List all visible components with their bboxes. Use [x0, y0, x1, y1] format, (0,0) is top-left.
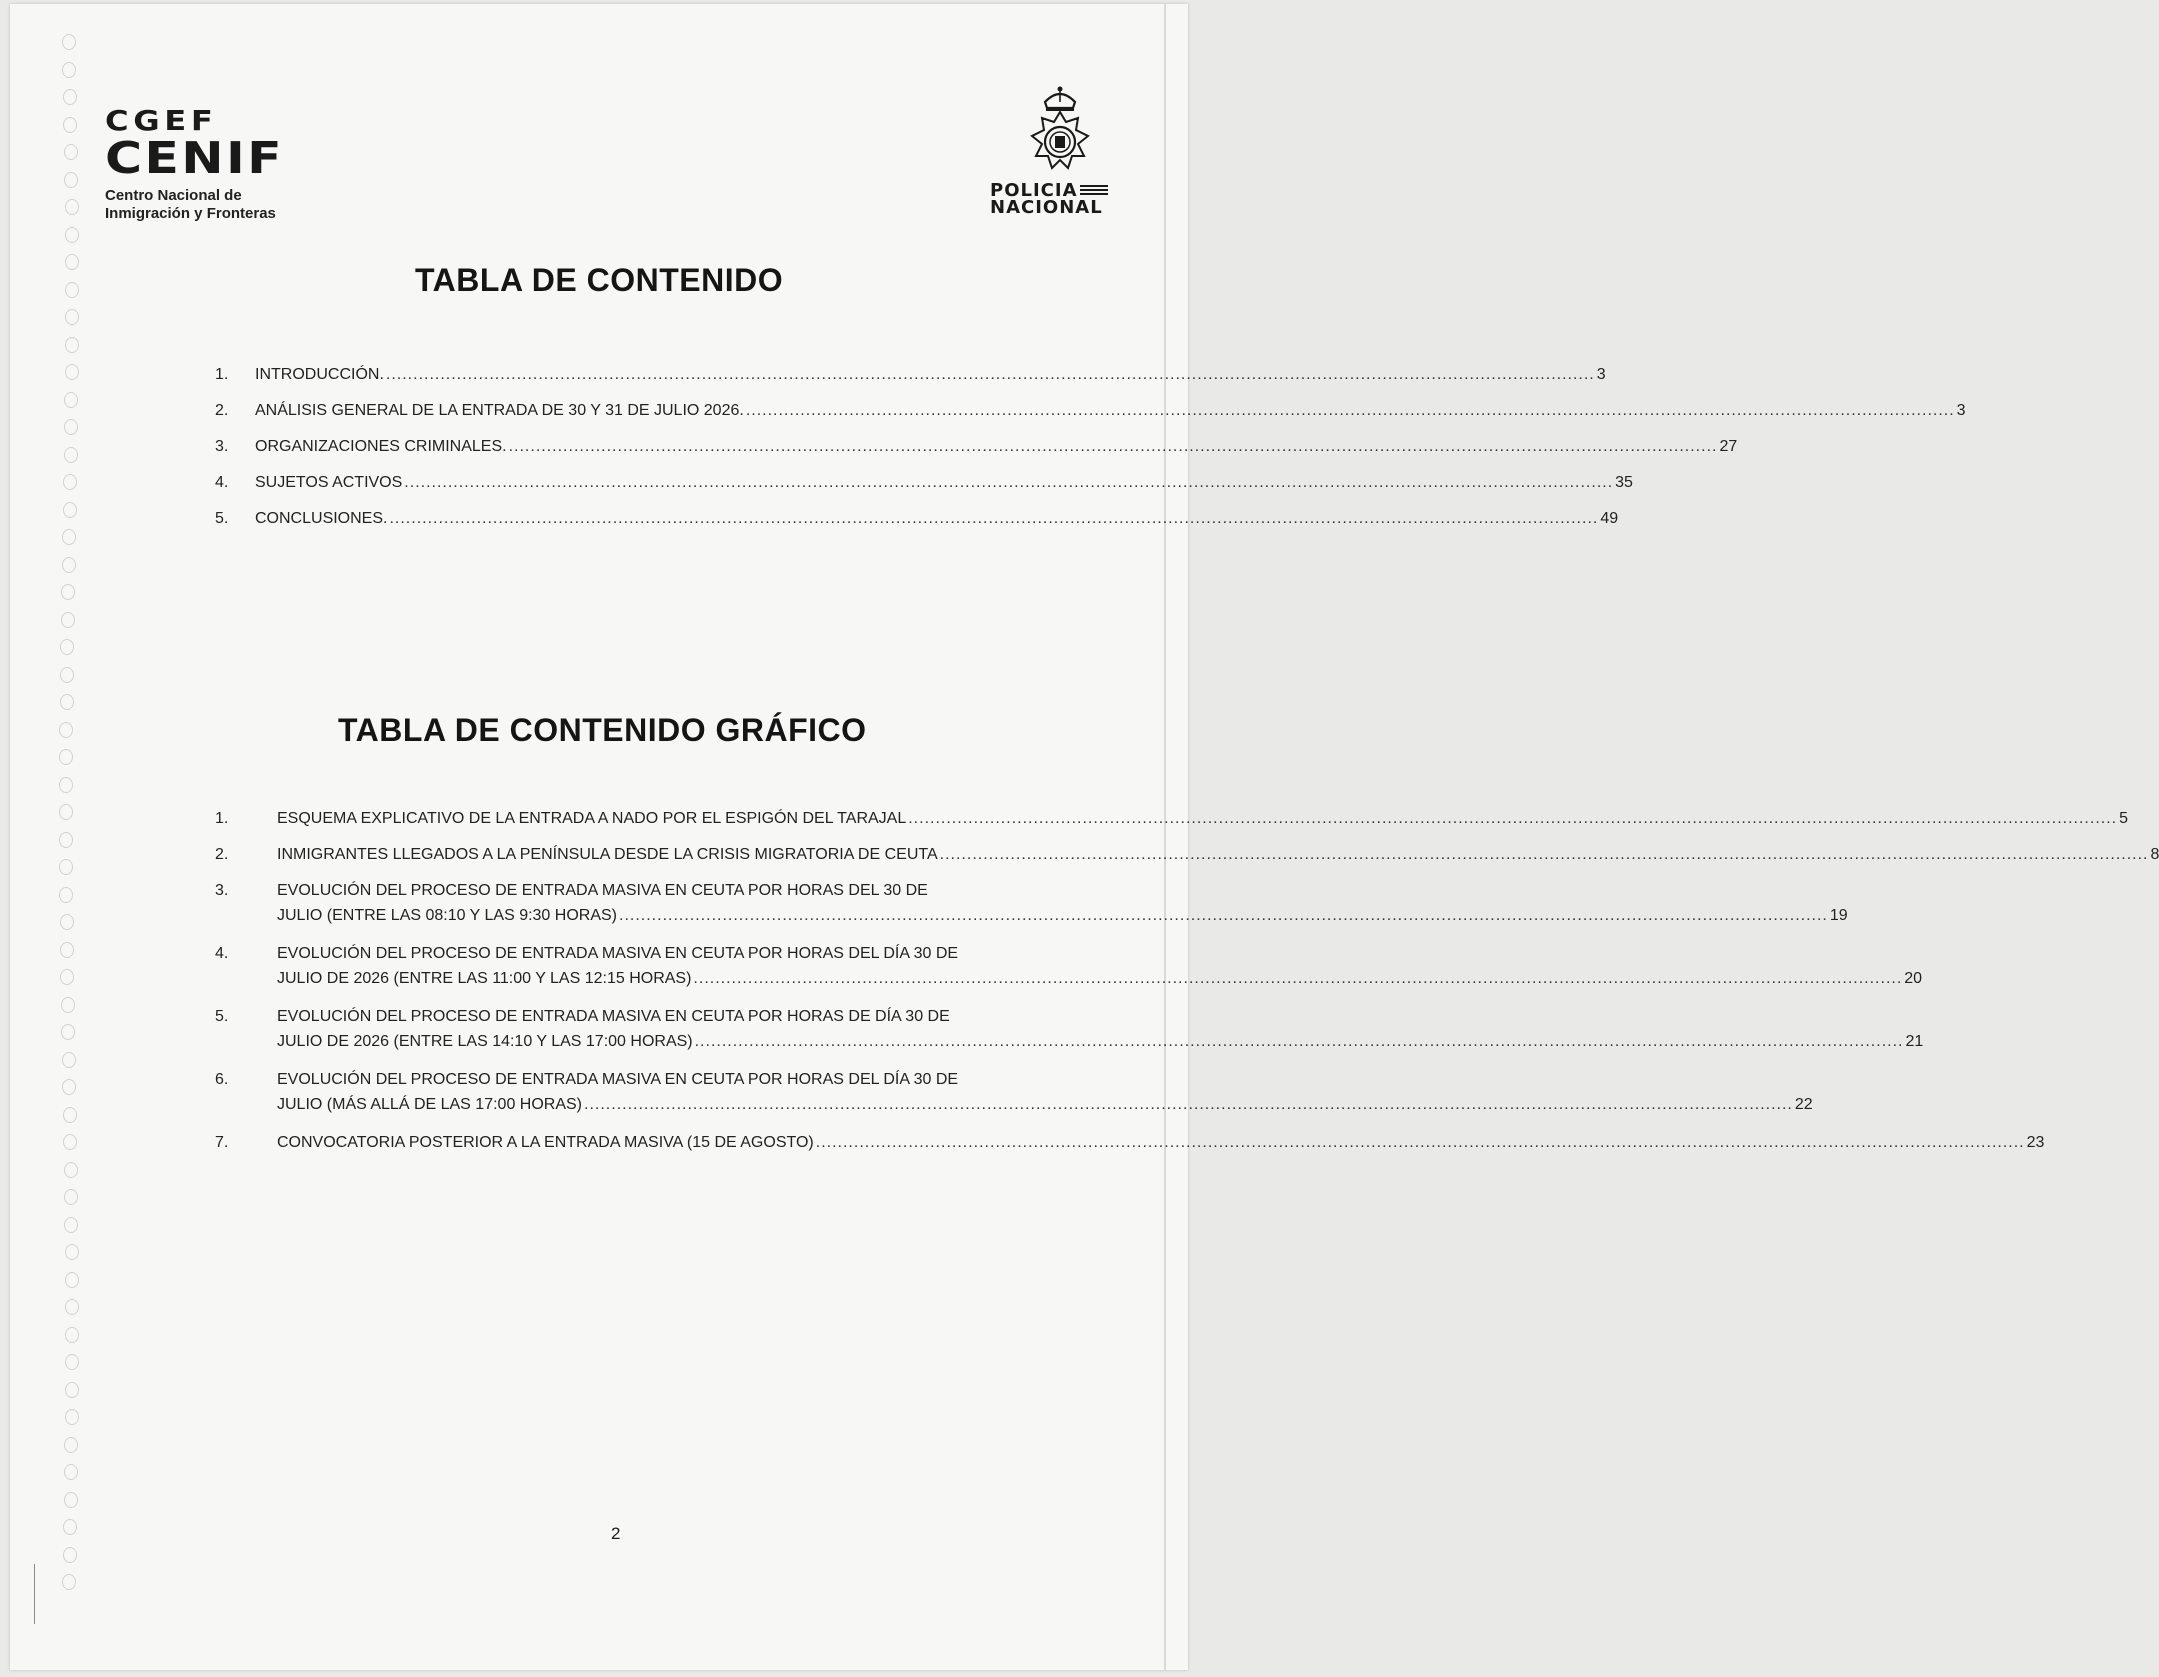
binder-hole	[64, 1189, 78, 1205]
graphic-toc-entry-page: 19	[1829, 907, 1848, 924]
graphic-toc-entry-text: EVOLUCIÓN DEL PROCESO DE ENTRADA MASIVA EN CEUTA POR HORAS DEL DÍA 30 DE	[277, 1071, 959, 1088]
toc-entry-number: 5.	[215, 510, 229, 527]
toc-entry-text: ORGANIZACIONES CRIMINALES.	[255, 438, 507, 455]
binder-hole	[64, 144, 78, 160]
dot-leader	[746, 402, 1955, 420]
toc-entry-number: 4.	[215, 474, 229, 491]
binder-hole	[64, 392, 78, 408]
graphic-toc-entry-text-cont: JULIO (ENTRE LAS 08:10 Y LAS 9:30 HORAS)	[277, 907, 617, 924]
binder-hole	[61, 997, 75, 1013]
graphic-toc-entry	[215, 1008, 1924, 1051]
binder-hole	[65, 1272, 79, 1288]
graphic-toc-list	[215, 810, 2159, 1170]
graphic-toc-entry-text: EVOLUCIÓN DEL PROCESO DE ENTRADA MASIVA EN CEUTA POR HORAS DEL 30 DE	[277, 882, 928, 899]
binder-hole	[59, 804, 73, 820]
graphic-toc-entry-line1	[277, 810, 2128, 828]
toc-entry-page: 3	[1596, 366, 1606, 383]
binder-hole	[65, 337, 79, 353]
toc-entry-number: 1.	[215, 366, 229, 383]
binder-hole	[62, 62, 76, 78]
binder-hole	[60, 667, 74, 683]
toc-entry-text: CONCLUSIONES.	[255, 510, 388, 527]
dot-leader	[940, 846, 2149, 864]
graphic-toc-entry-line1	[277, 1008, 1923, 1026]
binder-holes	[54, 34, 94, 1624]
binder-hole	[65, 1382, 79, 1398]
logo-cenif-text: CENIF	[105, 133, 284, 184]
page-number: 2	[611, 1524, 621, 1543]
binder-hole	[64, 1217, 78, 1233]
binder-hole	[63, 117, 77, 133]
graphic-toc-entry-line2	[277, 970, 1922, 988]
toc-entry-page: 3	[1956, 402, 1966, 419]
graphic-toc-entry-page: 21	[1905, 1033, 1924, 1050]
binder-hole	[65, 282, 79, 298]
logo-subtitle-line1: Centro Nacional de	[105, 187, 242, 204]
binder-hole	[64, 419, 78, 435]
binder-hole	[60, 942, 74, 958]
binder-hole	[62, 1574, 76, 1590]
graphic-toc-entry-text-cont: JULIO (MÁS ALLÁ DE LAS 17:00 HORAS)	[277, 1096, 583, 1113]
dot-leader	[584, 1096, 1793, 1114]
binder-hole	[61, 584, 75, 600]
binder-hole	[65, 227, 79, 243]
graphic-toc-entry	[215, 1134, 2045, 1152]
graphic-toc-entry-text: INMIGRANTES LLEGADOS A LA PENÍNSULA DESDE LA CRISIS MIGRATORIA DE CEUTA	[277, 846, 938, 863]
binder-hole	[60, 694, 74, 710]
graphic-toc-entry-line2	[277, 1096, 1813, 1114]
binder-hole	[60, 914, 74, 930]
binder-hole	[61, 1024, 75, 1040]
dot-leader	[693, 970, 1902, 988]
binder-hole	[65, 1299, 79, 1315]
logo-subtitle	[105, 187, 335, 223]
toc-entry-text: SUJETOS ACTIVOS	[255, 474, 403, 491]
toc-entry	[215, 402, 1966, 438]
toc-entry-line	[255, 402, 1966, 420]
toc-entry-line	[255, 474, 1633, 492]
graphic-toc-entry-number: 6.	[215, 1071, 229, 1088]
graphic-toc-entry-text: ESQUEMA EXPLICATIVO DE LA ENTRADA A NADO POR EL ESPIGÓN DEL TARAJAL	[277, 810, 907, 827]
graphic-toc-entry-number: 7.	[215, 1134, 229, 1151]
cenif-logo	[105, 104, 335, 223]
policia-nacional-logo	[990, 84, 1130, 216]
binder-hole	[64, 1437, 78, 1453]
graphic-toc-entry-number: 5.	[215, 1008, 229, 1025]
graphic-toc-entry-line2	[277, 907, 1848, 925]
graphic-toc-entry-page: 22	[1794, 1096, 1813, 1113]
toc-list	[215, 366, 1966, 546]
binder-hole	[62, 1079, 76, 1095]
dot-leader	[389, 510, 1598, 528]
policia-nacional-text	[990, 182, 1130, 216]
graphic-toc-entry-number: 2.	[215, 846, 229, 863]
graphic-toc-title: TABLA DE CONTENIDO GRÁFICO	[338, 712, 867, 748]
toc-entry-page: 49	[1600, 510, 1619, 527]
graphic-toc-entry	[215, 945, 1923, 988]
binder-hole	[59, 859, 73, 875]
dot-leader	[695, 1033, 1904, 1051]
binder-hole	[65, 1409, 79, 1425]
toc-entry-line	[255, 510, 1618, 528]
dot-leader	[816, 1134, 2025, 1152]
binding-line	[34, 1564, 35, 1624]
binder-hole	[59, 832, 73, 848]
binder-hole	[63, 89, 77, 105]
policia-text-line2: NACIONAL	[990, 197, 1103, 218]
binder-hole	[62, 1052, 76, 1068]
graphic-toc-entry-page: 5	[2119, 810, 2128, 827]
binder-hole	[64, 1492, 78, 1508]
graphic-toc-entry-text: EVOLUCIÓN DEL PROCESO DE ENTRADA MASIVA EN CEUTA POR HORAS DE DÍA 30 DE	[277, 1008, 950, 1025]
binder-hole	[64, 172, 78, 188]
graphic-toc-entry-page: 23	[2026, 1134, 2045, 1151]
graphic-toc-entry-text: CONVOCATORIA POSTERIOR A LA ENTRADA MASIVA (15 DE AGOSTO)	[277, 1134, 814, 1151]
binder-hole	[61, 612, 75, 628]
stripes-icon	[1080, 185, 1108, 197]
binder-hole	[63, 474, 77, 490]
toc-entry-text: ANÁLISIS GENERAL DE LA ENTRADA DE 30 Y 31 DE JULIO 2026.	[255, 402, 744, 419]
graphic-toc-entry-number: 4.	[215, 945, 229, 962]
toc-title: TABLA DE CONTENIDO	[415, 262, 784, 298]
binder-hole	[65, 1244, 79, 1260]
graphic-toc-entry-text-cont: JULIO DE 2026 (ENTRE LAS 14:10 Y LAS 17:00 HORAS)	[277, 1033, 693, 1050]
toc-entry	[215, 474, 1633, 510]
document-page	[10, 4, 2159, 1670]
toc-entry-page: 27	[1719, 438, 1738, 455]
graphic-toc-entry-number: 1.	[215, 810, 229, 827]
graphic-toc-entry	[215, 882, 1848, 925]
binder-hole	[63, 1134, 77, 1150]
binder-hole	[59, 722, 73, 738]
binder-hole	[65, 254, 79, 270]
binder-hole	[63, 1519, 77, 1535]
dot-leader	[404, 474, 1613, 492]
graphic-toc-entry-number: 3.	[215, 882, 229, 899]
binder-hole	[64, 1464, 78, 1480]
policia-text-line1: POLICIA	[990, 180, 1078, 201]
binder-hole	[62, 529, 76, 545]
binder-hole	[65, 364, 79, 380]
graphic-toc-entry-line1	[277, 846, 2159, 864]
graphic-toc-entry-line1	[277, 1071, 1813, 1089]
binder-hole	[59, 749, 73, 765]
toc-entry	[215, 510, 1619, 546]
binder-hole	[64, 1162, 78, 1178]
graphic-toc-entry-line1	[277, 882, 1848, 900]
toc-entry	[215, 366, 1606, 402]
binder-hole	[65, 1354, 79, 1370]
dot-leader	[908, 810, 2117, 828]
dot-leader	[619, 907, 1828, 925]
toc-entry-page: 35	[1615, 474, 1633, 491]
binder-hole	[62, 34, 76, 50]
dot-leader	[386, 366, 1595, 384]
graphic-toc-entry-line1	[277, 945, 1922, 963]
page-edge	[1164, 4, 1166, 1670]
toc-entry-number: 2.	[215, 402, 229, 419]
toc-entry-line	[255, 366, 1606, 384]
binder-hole	[65, 1327, 79, 1343]
policia-nacional-emblem-icon	[1023, 84, 1097, 174]
logo-subtitle-line2: Inmigración y Fronteras	[105, 205, 276, 222]
graphic-toc-entry-text-cont: JULIO DE 2026 (ENTRE LAS 11:00 Y LAS 12:15 HORAS)	[277, 970, 692, 987]
graphic-toc-entry-line1	[277, 1134, 2044, 1152]
graphic-toc-entry-page: 20	[1904, 970, 1923, 987]
graphic-toc-entry-line2	[277, 1033, 1923, 1051]
binder-hole	[63, 502, 77, 518]
graphic-toc-entry-page: 8	[2150, 846, 2159, 863]
binder-hole	[65, 199, 79, 215]
binder-hole	[64, 447, 78, 463]
graphic-toc-entry	[215, 810, 2128, 828]
logo-cgef-text: CGEF	[105, 104, 218, 137]
binder-hole	[59, 777, 73, 793]
graphic-toc-entry	[215, 1071, 1813, 1114]
binder-hole	[59, 887, 73, 903]
binder-hole	[65, 309, 79, 325]
binder-hole	[62, 557, 76, 573]
graphic-toc-entry-text: EVOLUCIÓN DEL PROCESO DE ENTRADA MASIVA EN CEUTA POR HORAS DEL DÍA 30 DE	[277, 945, 959, 962]
toc-entry-line	[255, 438, 1737, 456]
binder-hole	[63, 1107, 77, 1123]
binder-hole	[63, 1547, 77, 1563]
dot-leader	[509, 438, 1718, 456]
graphic-toc-entry	[215, 846, 2159, 864]
toc-entry-number: 3.	[215, 438, 229, 455]
toc-entry-text: INTRODUCCIÓN.	[255, 366, 384, 383]
binder-hole	[60, 639, 74, 655]
toc-entry	[215, 438, 1738, 474]
binder-hole	[60, 969, 74, 985]
